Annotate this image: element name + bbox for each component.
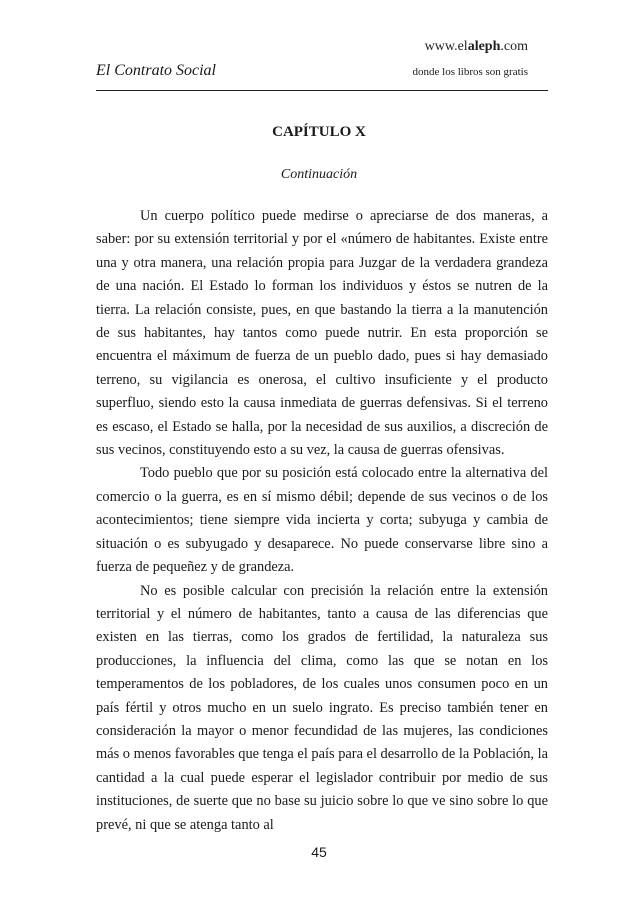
chapter-subtitle: Continuación: [280, 167, 358, 182]
page-number: 45: [311, 844, 327, 860]
paragraph: Un cuerpo político puede medirse o apreciarse de dos maneras, a saber: por su extensión territorial y por el «número de habitantes. Existe entre una y otra manera, una relación propia para Juzgar de la verdadera grandeza de una nación. El Estado lo forman los individuos y éstos se nutren de la tierra. La relación consiste, pues, en que bastando la tierra a la manutención de sus habitantes, hay tantos como puede nutrir. En esta proporción se encuentra el máximum de fuerza de un pueblo dado, pues si hay demasiado terreno, su vigilancia es onerosa, el cultivo insuficiente y el producto superfluo, siendo esto la causa inmediata de guerras defensivas. Si el terreno es escaso, el Estado se halla, por la necesidad de sus auxilios, a discreción de sus vecinos, constituyendo esto a su vez, la causa de guerras ofensivas.: [96, 208, 548, 459]
site-url-brand: aleph: [467, 39, 501, 54]
paragraph: No es posible calcular con precisión la relación entre la extensión territorial y el número de habitantes, tanto a causa de las diferencias que existen en las tierras, como los grados de fertilidad, la naturaleza sus producciones, la influencia del clima, como las que se notan en los temperamentos de los pobladores, de los cuales unos consumen poco en un país fértil y otros mucho en un suelo ingrato. Es preciso también tener en consideración la mayor o menor fecundidad de las mujeres, las condiciones más o menos favorables que tenga el país para el desarrollo de la Población, la cantidad a la cual puede esperar el legislador contribuir por medio de sus instituciones, de suerte que no base su juicio sobre lo que ve sino sobre lo que prevé, ni que se atenga tanto al: [96, 582, 548, 833]
site-url[interactable]: [425, 39, 528, 55]
chapter-title: CAPÍTULO X: [272, 124, 366, 140]
book-title: El Contrato Social: [96, 62, 216, 79]
page-header: [96, 36, 548, 91]
site-url-suffix: .com: [500, 39, 528, 54]
site-tagline: donde los libros son gratis: [412, 66, 528, 78]
site-url-prefix: www.el: [424, 39, 468, 54]
paragraph: Todo pueblo que por su posición está colocado entre la alternativa del comercio o la guerra, es en sí mismo débil; depende de sus vecinos o de los acontecimientos; tiene siempre vida incierta y corta; subyuga y cambia de situación o es subyugado y desaparece. No puede conservarse libre sino a fuerza de pequeñez y de grandeza.: [96, 465, 548, 576]
body-text: [96, 205, 548, 837]
